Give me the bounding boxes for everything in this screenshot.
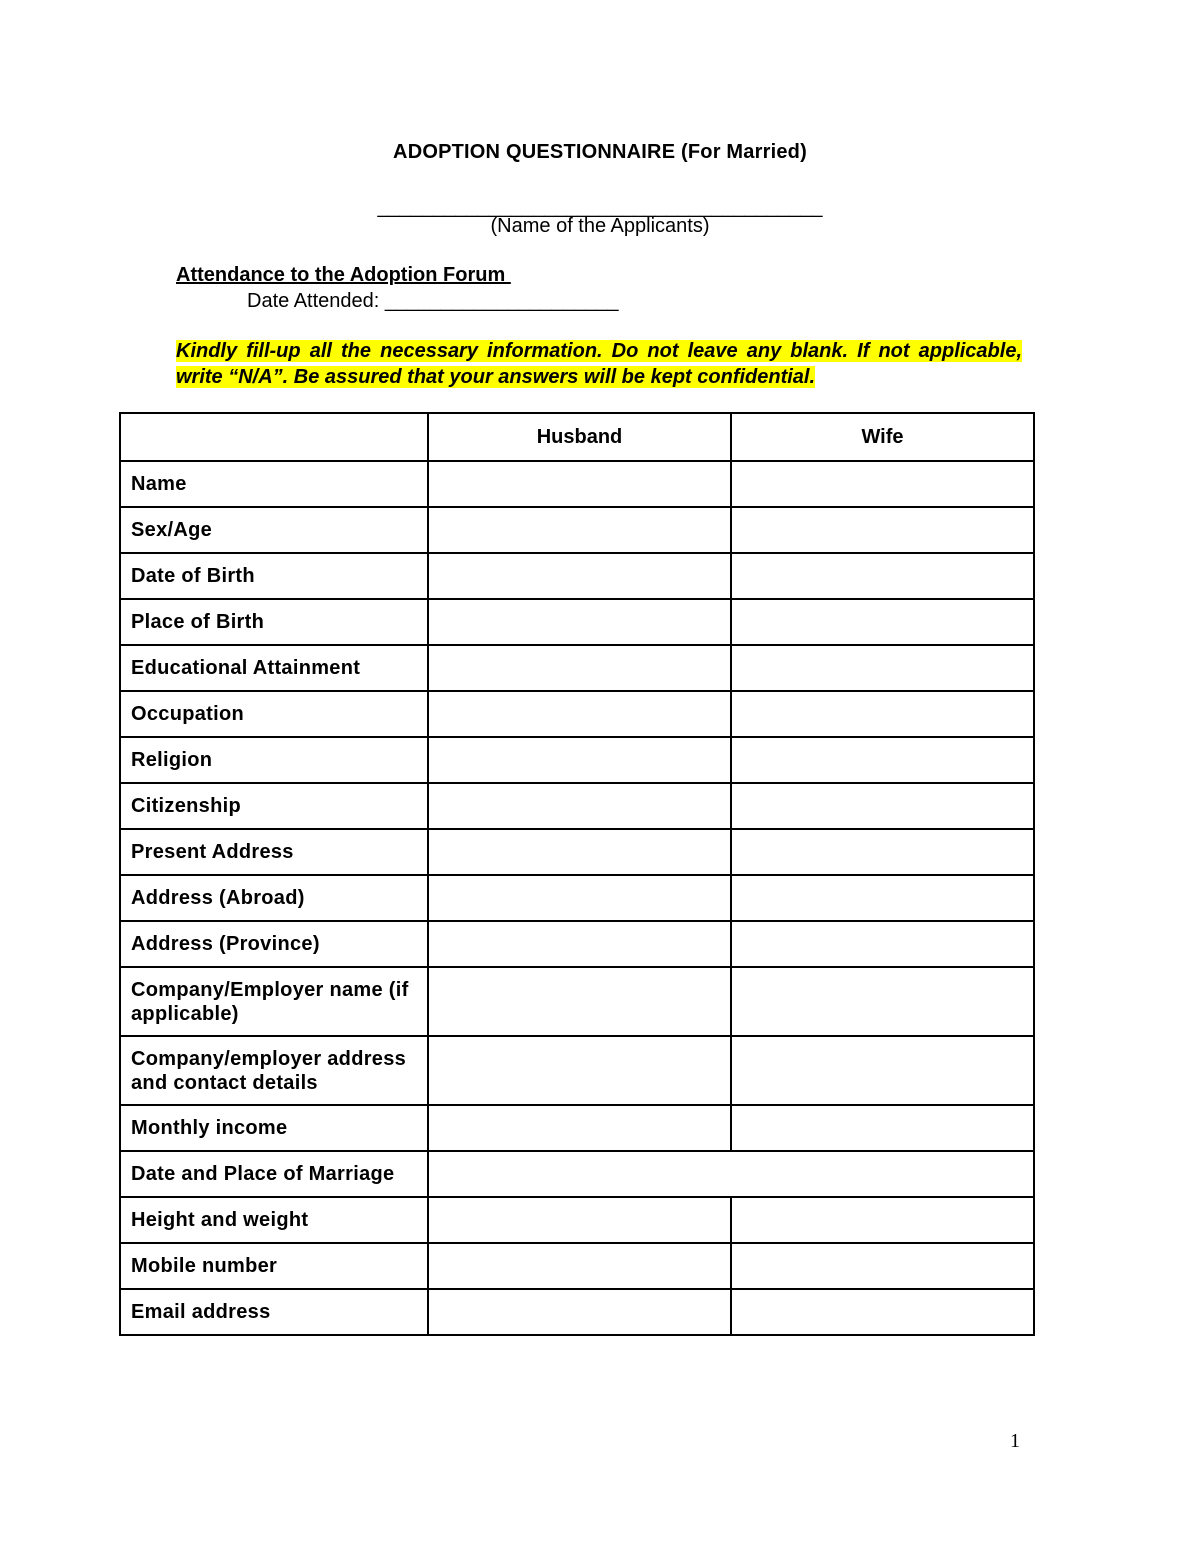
answer-cell-wife[interactable]	[731, 461, 1034, 507]
table-row	[120, 1243, 1034, 1289]
answer-cell-wife[interactable]	[731, 967, 1034, 1036]
answer-cell-husband[interactable]	[428, 783, 731, 829]
answer-cell-husband[interactable]	[428, 1036, 731, 1105]
table-row	[120, 645, 1034, 691]
table-header-row	[120, 413, 1034, 461]
row-label: Address (Province)	[120, 921, 428, 967]
date-attended-field: Date Attended: _____________________	[247, 290, 619, 312]
answer-cell-husband[interactable]	[428, 1197, 731, 1243]
answer-cell-husband[interactable]	[428, 691, 731, 737]
row-label: Company/employer address and contact details	[120, 1036, 428, 1105]
row-label: Sex/Age	[120, 507, 428, 553]
table-header-blank	[120, 413, 428, 461]
instruction-notice-text: Kindly fill-up all the necessary information. Do not leave any blank. If not applicable, write “N/A”. Be assured that your answers will be kept confidential.	[176, 340, 1022, 388]
row-label: Present Address	[120, 829, 428, 875]
answer-cell-husband[interactable]	[428, 1289, 731, 1335]
row-label: Occupation	[120, 691, 428, 737]
answer-cell-husband[interactable]	[428, 645, 731, 691]
table-row	[120, 507, 1034, 553]
table-row	[120, 737, 1034, 783]
questionnaire-table	[119, 412, 1035, 1336]
instruction-notice	[176, 338, 1022, 390]
answer-cell-husband[interactable]	[428, 507, 731, 553]
answer-cell-husband[interactable]	[428, 1243, 731, 1289]
answer-cell-husband[interactable]	[428, 737, 731, 783]
row-label: Date and Place of Marriage	[120, 1151, 428, 1197]
row-label: Company/Employer name (if applicable)	[120, 967, 428, 1036]
table-header-wife: Wife	[731, 413, 1034, 461]
row-label: Educational Attainment	[120, 645, 428, 691]
table-row	[120, 1197, 1034, 1243]
applicant-name-blank: ________________________________________	[377, 196, 823, 218]
row-label: Email address	[120, 1289, 428, 1335]
row-label: Citizenship	[120, 783, 428, 829]
answer-cell-wife[interactable]	[731, 921, 1034, 967]
row-label: Date of Birth	[120, 553, 428, 599]
table-row	[120, 1036, 1034, 1105]
answer-cell-husband[interactable]	[428, 921, 731, 967]
row-label: Monthly income	[120, 1105, 428, 1151]
answer-cell-wife[interactable]	[731, 1197, 1034, 1243]
answer-cell-wife[interactable]	[731, 691, 1034, 737]
table-header-husband: Husband	[428, 413, 731, 461]
answer-cell-wife[interactable]	[731, 737, 1034, 783]
table-row	[120, 967, 1034, 1036]
table-row	[120, 553, 1034, 599]
table-row	[120, 1105, 1034, 1151]
answer-cell-wife[interactable]	[731, 1289, 1034, 1335]
forum-heading: Attendance to the Adoption Forum	[176, 264, 511, 286]
answer-cell-husband[interactable]	[428, 599, 731, 645]
table-body	[120, 461, 1034, 1335]
answer-cell-wife[interactable]	[731, 599, 1034, 645]
answer-cell-husband[interactable]	[428, 829, 731, 875]
answer-cell-wife[interactable]	[731, 1243, 1034, 1289]
document-title: ADOPTION QUESTIONNAIRE (For Married)	[393, 141, 807, 163]
row-label: Name	[120, 461, 428, 507]
answer-cell-wife[interactable]	[731, 875, 1034, 921]
row-label: Mobile number	[120, 1243, 428, 1289]
applicant-name-caption: (Name of the Applicants)	[490, 215, 710, 237]
page-number: 1	[1010, 1430, 1020, 1452]
table-row	[120, 691, 1034, 737]
row-label: Address (Abroad)	[120, 875, 428, 921]
row-label: Religion	[120, 737, 428, 783]
answer-cell-husband[interactable]	[428, 967, 731, 1036]
table-row	[120, 829, 1034, 875]
table-row	[120, 1289, 1034, 1335]
answer-cell-wife[interactable]	[731, 553, 1034, 599]
answer-cell-husband[interactable]	[428, 1105, 731, 1151]
answer-cell-husband[interactable]	[428, 553, 731, 599]
table-row	[120, 875, 1034, 921]
answer-cell-wife[interactable]	[731, 783, 1034, 829]
answer-cell-shared[interactable]	[428, 1151, 1034, 1197]
row-label: Place of Birth	[120, 599, 428, 645]
table-row	[120, 461, 1034, 507]
answer-cell-wife[interactable]	[731, 1036, 1034, 1105]
answer-cell-wife[interactable]	[731, 1105, 1034, 1151]
table-row	[120, 783, 1034, 829]
answer-cell-husband[interactable]	[428, 461, 731, 507]
answer-cell-wife[interactable]	[731, 507, 1034, 553]
table-row	[120, 921, 1034, 967]
table-row	[120, 599, 1034, 645]
row-label: Height and weight	[120, 1197, 428, 1243]
table-row	[120, 1151, 1034, 1197]
answer-cell-wife[interactable]	[731, 645, 1034, 691]
answer-cell-wife[interactable]	[731, 829, 1034, 875]
answer-cell-husband[interactable]	[428, 875, 731, 921]
